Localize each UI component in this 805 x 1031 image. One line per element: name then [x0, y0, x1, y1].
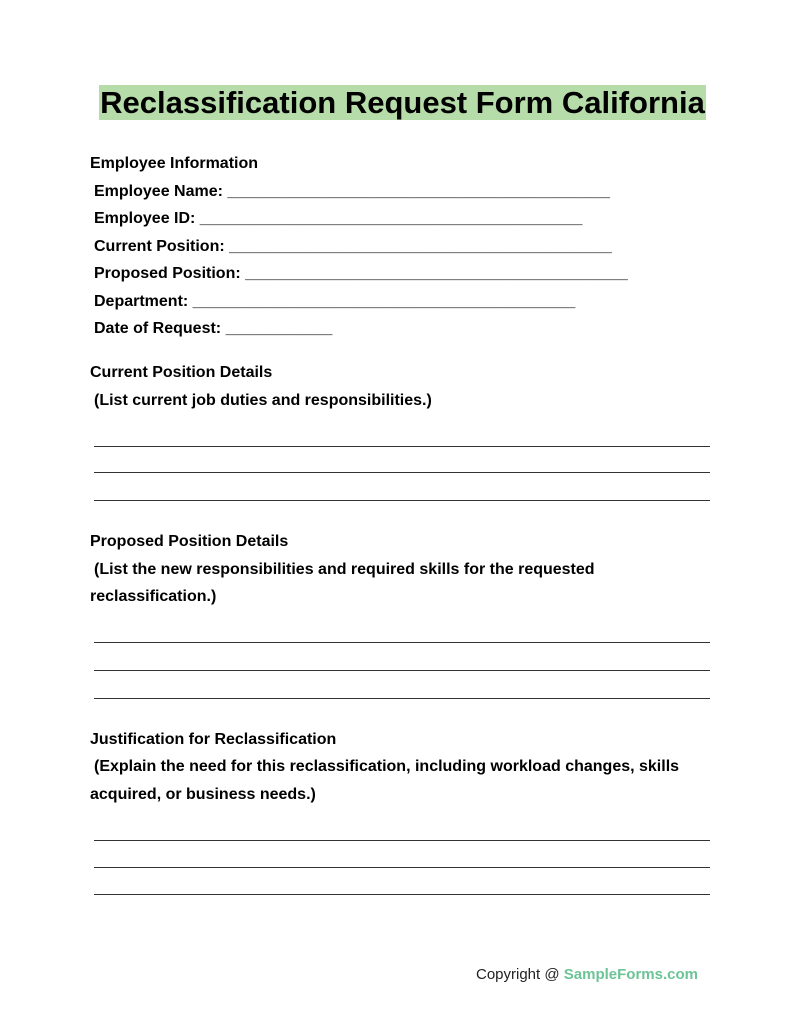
current-details-line-1[interactable]: [94, 446, 710, 447]
justification-instruction-cont: acquired, or business needs.): [90, 786, 316, 803]
proposed-position-field[interactable]: Proposed Position: ___________________________________________: [94, 265, 628, 282]
proposed-details-instruction: (List the new responsibilities and required skills for the requested: [94, 561, 595, 578]
page-title: Reclassification Request Form California: [100, 85, 705, 120]
department-field[interactable]: Department: ___________________________________________: [94, 293, 576, 310]
justification-line-1[interactable]: [94, 840, 710, 841]
proposed-details-line-2[interactable]: [94, 670, 710, 671]
date-of-request-field[interactable]: Date of Request: ____________: [94, 320, 333, 337]
proposed-details-line-3[interactable]: [94, 698, 710, 699]
current-details-line-2[interactable]: [94, 472, 710, 473]
current-position-field[interactable]: Current Position: ___________________________________________: [94, 238, 612, 255]
justification-heading: Justification for Reclassification: [90, 731, 337, 748]
current-details-instruction: (List current job duties and responsibilities.): [94, 392, 432, 409]
brand-link[interactable]: SampleForms.com: [563, 966, 698, 983]
proposed-details-line-1[interactable]: [94, 642, 710, 643]
employee-info-heading: Employee Information: [90, 155, 259, 172]
justification-line-2[interactable]: [94, 867, 710, 868]
employee-name-field[interactable]: Employee Name: ___________________________________________: [94, 183, 611, 200]
justification-line-3[interactable]: [94, 894, 710, 895]
proposed-details-instruction-cont: reclassification.): [90, 588, 217, 605]
current-details-line-3[interactable]: [94, 500, 710, 501]
proposed-details-heading: Proposed Position Details: [90, 533, 289, 550]
copyright-text: Copyright @: [476, 966, 564, 983]
copyright-footer: [476, 966, 698, 983]
employee-id-field[interactable]: Employee ID: ___________________________________________: [94, 210, 583, 227]
current-details-heading: Current Position Details: [90, 364, 273, 381]
justification-instruction: (Explain the need for this reclassification, including workload changes, skills: [94, 758, 680, 775]
